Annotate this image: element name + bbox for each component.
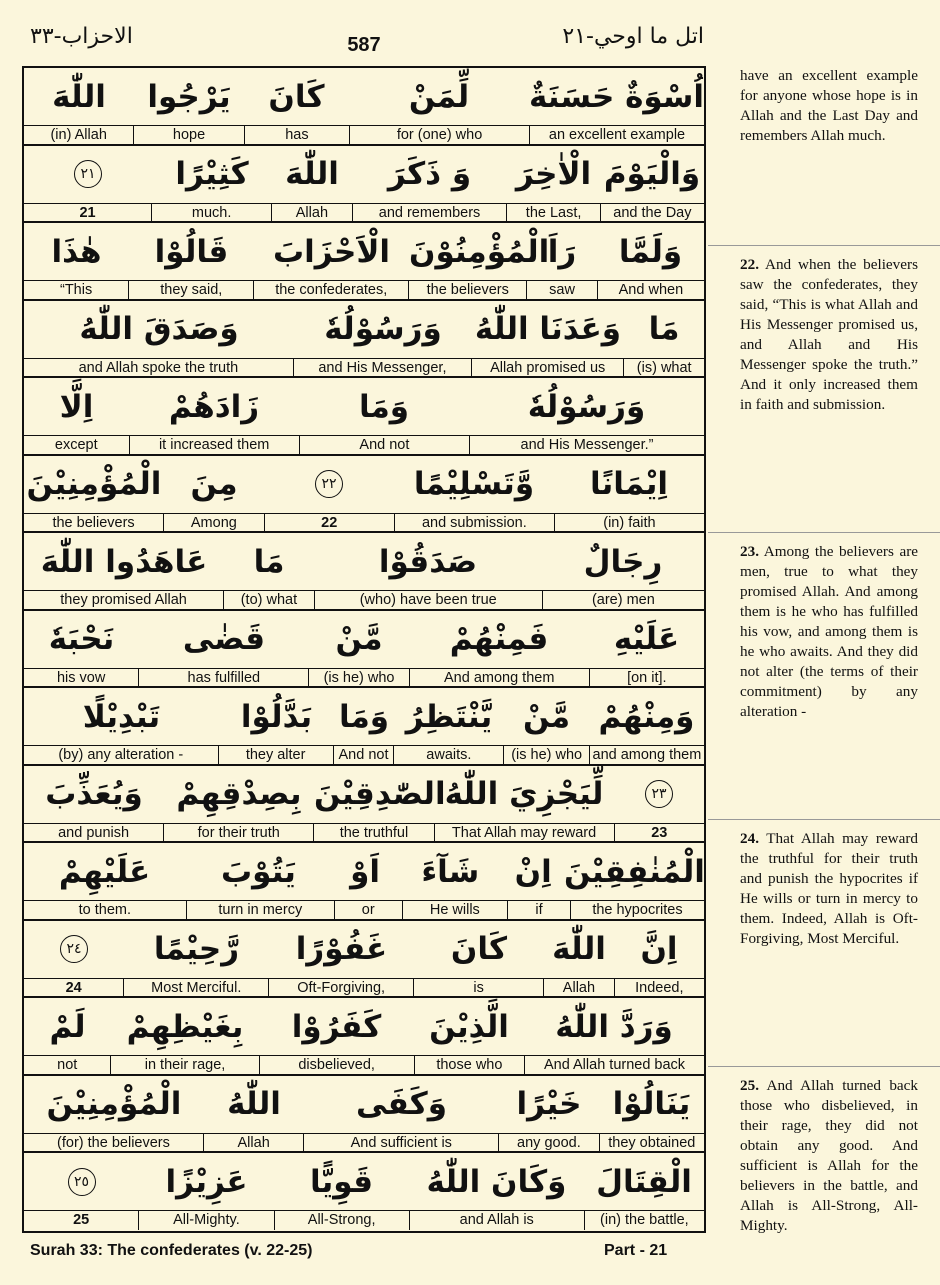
arabic-word: كَفَرُوْا — [291, 1008, 382, 1045]
arabic-words — [24, 1076, 704, 1133]
arabic-word: زَادَهُمْ — [168, 388, 260, 425]
arabic-word: اللّٰهُ — [227, 1086, 281, 1122]
english-word: the believers — [409, 281, 527, 300]
english-word: (for) the believers — [24, 1134, 204, 1153]
english-word: Allah promised us — [472, 359, 624, 378]
ayah-circle: ٢٤ — [60, 935, 88, 963]
arabic-word: خَيْرًا — [516, 1086, 582, 1122]
arabic-word: مَا — [648, 311, 680, 347]
english-words — [24, 900, 704, 920]
english-words — [24, 978, 704, 998]
arabic-words — [24, 146, 704, 203]
translation-text: have an excellent example for anyone whose hope is in Allah and the Last Day and remembers Allah much. — [740, 67, 918, 144]
arabic-word: وَمِنْهُمْ — [598, 698, 695, 735]
english-word: (by) any alteration - — [24, 746, 219, 765]
english-word: Oft-Forgiving, — [269, 979, 414, 998]
arabic-word: مِنَ — [190, 466, 238, 502]
translation-verse-number: 23. — [740, 543, 759, 560]
english-word: much. — [152, 204, 272, 223]
verse-number: 22 — [265, 514, 395, 533]
verse-row — [24, 766, 704, 844]
arabic-word: وَلَمَّا — [618, 233, 683, 270]
english-word: (in) Allah — [24, 126, 134, 145]
word-by-word-grid — [22, 66, 706, 1233]
arabic-words — [24, 1153, 704, 1210]
english-word: (in) faith — [603, 514, 656, 531]
verse-translation — [740, 255, 918, 415]
translation-verse-number: 22. — [740, 256, 759, 273]
arabic-word: رَّحِيْمًا — [153, 931, 240, 967]
arabic-word: الْمُؤْمِنِيْنَ — [46, 1086, 182, 1122]
english-word: (who) have been true — [315, 591, 543, 610]
arabic-word: فَمِنْهُمْ — [449, 621, 549, 657]
ayah-number-marker — [614, 780, 704, 808]
english-word: and Allah is — [410, 1211, 585, 1230]
english-word: (to) what — [224, 591, 315, 610]
arabic-word: كَانَ — [268, 78, 325, 115]
english-word: turn in mercy — [187, 901, 335, 920]
arabic-word: عَلَيْهِ — [613, 621, 680, 657]
english-word: his vow — [24, 669, 139, 688]
verse-row — [24, 301, 704, 379]
english-word: and the Day — [613, 204, 692, 221]
verse-row — [24, 921, 704, 999]
arabic-word: اللّٰهَ — [285, 156, 339, 192]
translation-text: Among the believers are men, true to what they promised Allah. And among them is he who has fulfilled his vow, and among them is he who awaits. And they did not alter (the terms of their commitment) by any alteration - — [740, 543, 918, 720]
arabic-word: وَعَدَنَا اللّٰهُ — [474, 311, 622, 347]
arabic-word: لِّمَنْ — [408, 78, 470, 115]
arabic-words — [24, 378, 704, 435]
english-word: is — [414, 979, 544, 998]
english-word: And not — [300, 436, 470, 455]
english-word: And Allah turned back — [543, 1057, 686, 1073]
verse-number: 21 — [24, 204, 152, 223]
verse-row — [24, 611, 704, 689]
english-words — [24, 435, 704, 455]
english-word: and remembers — [353, 204, 508, 223]
arabic-word: الَّذِيْنَ — [429, 1008, 509, 1045]
arabic-word: اللّٰهَ — [52, 78, 106, 115]
english-words — [24, 668, 704, 688]
arabic-word: شَآءَ — [421, 853, 480, 890]
english-word: saw — [527, 281, 597, 300]
verse-number: 25 — [24, 1211, 139, 1230]
page-number: 587 — [347, 34, 381, 56]
arabic-word: وَ ذَكَرَ — [387, 156, 472, 192]
arabic-word: الْاَحْزَابَ — [272, 233, 391, 270]
english-word: And when — [618, 282, 684, 298]
arabic-word: الصّٰدِقِيْنَ — [314, 776, 446, 812]
arabic-words — [24, 998, 704, 1055]
english-word: All-Mighty. — [139, 1211, 274, 1230]
verse-translation — [740, 1076, 918, 1236]
arabic-words — [24, 921, 704, 978]
english-word: and His Messenger, — [294, 359, 472, 378]
arabic-word: كَثِيْرًا — [175, 156, 249, 192]
english-words — [24, 1210, 704, 1230]
arabic-words — [24, 611, 704, 668]
english-word: And sufficient is — [304, 1134, 499, 1153]
english-word: the hypocrites — [592, 902, 683, 918]
verse-row — [24, 146, 704, 224]
arabic-word: وَيُعَذِّبَ — [45, 776, 143, 812]
arabic-word: عَاهَدُوا اللّٰهَ — [40, 543, 208, 580]
english-word: they alter — [219, 746, 334, 765]
arabic-word: الْمُؤْمِنِيْنَ — [26, 466, 162, 502]
english-words — [24, 280, 704, 300]
english-word: Allah — [204, 1134, 304, 1153]
arabic-word: وَرَسُوْلُهٗ — [527, 388, 646, 425]
english-word: for (one) who — [350, 126, 530, 145]
english-word: in their rage, — [111, 1056, 259, 1075]
english-word: And not — [334, 746, 395, 765]
arabic-words — [24, 533, 704, 590]
verse-row — [24, 1076, 704, 1154]
header-surah-name: الاحزاب-٣٣ — [30, 24, 133, 49]
verse-row — [24, 533, 704, 611]
english-word: That Allah may reward — [435, 824, 615, 843]
arabic-word: لِّيَجْزِيَ اللّٰهُ — [444, 776, 604, 812]
english-word: except — [24, 436, 130, 455]
english-word: and among them — [592, 747, 702, 763]
arabic-word: وَمَا — [338, 698, 390, 735]
translation-divider — [708, 245, 940, 246]
translation-divider — [708, 532, 940, 533]
english-word: (is) what — [636, 359, 692, 376]
header-part-name: اتل ما اوحي-٢١ — [562, 24, 704, 49]
english-word: and Allah spoke the truth — [24, 359, 294, 378]
arabic-word: مَّنْ — [522, 698, 571, 735]
arabic-word: رِجَالٌ — [583, 543, 663, 580]
arabic-word: نَحْبَهٗ — [48, 621, 115, 657]
translation-text: That Allah may reward the truthful for their truth and punish the hypocrites if He wills or turn in mercy to them. Indeed, Allah is Oft-Forgiving, Most Merciful. — [740, 830, 918, 947]
ayah-circle: ٢٣ — [645, 780, 673, 808]
english-words — [24, 1055, 704, 1075]
translation-divider — [708, 819, 940, 820]
arabic-word: بِغَيْظِهِمْ — [126, 1008, 244, 1045]
arabic-word: الْمُؤْمِنُوْنَ — [409, 233, 550, 270]
english-words — [24, 1133, 704, 1153]
arabic-word: بَدَّلُوْا — [240, 698, 313, 735]
arabic-word: الْمُنٰفِقِيْنَ — [563, 853, 705, 890]
english-word: Allah — [272, 204, 352, 223]
arabic-word: قَضٰى — [182, 621, 266, 657]
translation-verse-number: 24. — [740, 830, 759, 847]
arabic-word: صَدَقُوْا — [378, 543, 478, 580]
translation-verse-number: 25. — [740, 1077, 759, 1094]
arabic-words — [24, 301, 704, 358]
english-word: it increased them — [130, 436, 300, 455]
verse-translation — [740, 66, 918, 146]
english-word: All-Strong, — [275, 1211, 410, 1230]
arabic-word: تَبْدِيْلًا — [82, 698, 161, 735]
english-word: Indeed, — [635, 979, 684, 996]
ayah-number-marker — [24, 1168, 139, 1196]
verse-row — [24, 843, 704, 921]
english-word: And among them — [410, 669, 590, 688]
arabic-word: يَّنْتَظِرُ — [405, 698, 493, 735]
english-word: hope — [134, 126, 244, 145]
verse-row — [24, 68, 704, 146]
arabic-word: اِنَّ — [640, 931, 678, 967]
english-word: [on it]. — [627, 669, 667, 686]
english-word: and His Messenger.” — [520, 437, 654, 453]
ayah-circle: ٢١ — [74, 160, 102, 188]
translation-text: And when the believers saw the confederates, they said, “This is what Allah and His Messenger promised us, and Allah and His Messenger spoke the truth.” And it only increased them in faith and submission. — [740, 256, 918, 413]
english-word: and punish — [24, 824, 164, 843]
verse-row — [24, 456, 704, 534]
arabic-word: عَلَيْهِمْ — [58, 853, 151, 890]
arabic-words — [24, 688, 704, 745]
english-word: has — [245, 126, 350, 145]
verse-row — [24, 688, 704, 766]
english-word: the believers — [24, 514, 164, 533]
english-word: disbelieved, — [260, 1056, 415, 1075]
arabic-word: وَرَدَّ اللّٰهُ — [555, 1008, 673, 1045]
arabic-words — [24, 456, 704, 513]
english-word: (is he) who — [309, 669, 409, 688]
english-word: or — [335, 901, 403, 920]
arabic-word: لَمْ — [49, 1008, 86, 1045]
english-words — [24, 125, 704, 145]
english-word: the truthful — [314, 824, 434, 843]
english-word: if — [508, 901, 571, 920]
arabic-word: اِلَّا — [59, 388, 94, 425]
arabic-word: وَرَسُوْلُهٗ — [324, 311, 442, 347]
arabic-word: غَفُوْرًا — [295, 931, 388, 967]
translation-divider — [708, 1066, 940, 1067]
arabic-word: اُسْوَةٌ حَسَنَةٌ — [529, 78, 704, 115]
english-word: those who — [415, 1056, 525, 1075]
ayah-number-marker — [24, 935, 124, 963]
arabic-word: عَزِيْزًا — [165, 1163, 248, 1200]
verse-row — [24, 378, 704, 456]
arabic-word: يَتُوْبَ — [221, 853, 296, 890]
translation-text: And Allah turned back those who disbelieved, in their rage, they did not obtain any good. And sufficient is Allah for the believers in the battle, and Allah is All-Strong, All-Mighty. — [740, 1077, 918, 1234]
arabic-word: الْقِتَالَ — [596, 1163, 692, 1200]
english-word: He wills — [403, 901, 509, 920]
arabic-word: وَكَفَى — [356, 1086, 447, 1122]
english-word: (are) men — [591, 592, 655, 608]
arabic-word: وَالْيَوْمَ — [603, 156, 701, 192]
english-words — [24, 745, 704, 765]
english-word: an excellent example — [548, 127, 686, 143]
english-word: not — [24, 1056, 111, 1075]
english-word: “This — [24, 281, 129, 300]
arabic-word: اِيْمَانًا — [590, 466, 668, 502]
arabic-word: مَّنْ — [335, 621, 383, 657]
arabic-word: وَّتَسْلِيْمًا — [413, 466, 535, 502]
verse-translation — [740, 542, 918, 722]
arabic-word: مَا — [253, 543, 285, 580]
english-word: the confederates, — [254, 281, 409, 300]
arabic-word: رَاَ — [547, 233, 577, 270]
english-word: they promised Allah — [24, 591, 224, 610]
english-word: Most Merciful. — [124, 979, 269, 998]
english-word: (in) the battle, — [600, 1212, 689, 1228]
arabic-word: قَوِيًّا — [309, 1163, 373, 1200]
english-word: they said, — [129, 281, 254, 300]
english-word: to them. — [24, 901, 187, 920]
arabic-word: قَالُوْا — [154, 233, 229, 270]
arabic-word: اللّٰهَ — [552, 931, 606, 967]
english-word: has fulfilled — [139, 669, 309, 688]
english-word: the Last, — [507, 204, 600, 223]
english-word: Among — [164, 514, 264, 533]
arabic-words — [24, 223, 704, 280]
english-words — [24, 590, 704, 610]
ayah-number-marker — [24, 160, 152, 188]
verse-number: 24 — [24, 979, 124, 998]
arabic-words — [24, 68, 704, 125]
arabic-word: وَكَانَ اللّٰهُ — [426, 1163, 567, 1200]
arabic-word: كَانَ — [450, 931, 508, 967]
english-words — [24, 203, 704, 223]
english-word: (is he) who — [504, 746, 589, 765]
english-word: and submission. — [395, 514, 555, 533]
arabic-word: اَوْ — [350, 853, 380, 890]
arabic-word: يَنَالُوْا — [612, 1086, 691, 1122]
arabic-words — [24, 843, 704, 900]
footer-part: Part - 21 — [604, 1242, 668, 1259]
arabic-word: يَرْجُوا — [147, 78, 231, 115]
ayah-number-marker — [264, 470, 394, 498]
verse-number: 23 — [651, 824, 668, 841]
arabic-word: وَمَا — [358, 388, 410, 425]
english-words — [24, 513, 704, 533]
english-words — [24, 358, 704, 378]
verse-translation — [740, 829, 918, 949]
arabic-word: وَصَدَقَ اللّٰهُ — [79, 311, 239, 347]
arabic-word: الْاٰخِرَ — [515, 156, 592, 192]
verse-row — [24, 998, 704, 1076]
verse-row — [24, 1153, 704, 1231]
english-word: any good. — [499, 1134, 599, 1153]
arabic-word: بِصِدْقِهِمْ — [176, 776, 302, 812]
english-word: Allah — [544, 979, 614, 998]
verse-row — [24, 223, 704, 301]
arabic-word: هٰذَا — [51, 233, 102, 270]
ayah-circle: ٢٢ — [315, 470, 343, 498]
english-word: for their truth — [164, 824, 314, 843]
english-words — [24, 823, 704, 843]
ayah-circle: ٢٥ — [68, 1168, 96, 1196]
english-word: they obtained — [608, 1134, 696, 1151]
footer-surah-title: Surah 33: The confederates (v. 22-25) — [30, 1242, 313, 1259]
arabic-word: اِنْ — [514, 853, 552, 890]
arabic-words — [24, 766, 704, 823]
english-word: awaits. — [394, 746, 504, 765]
